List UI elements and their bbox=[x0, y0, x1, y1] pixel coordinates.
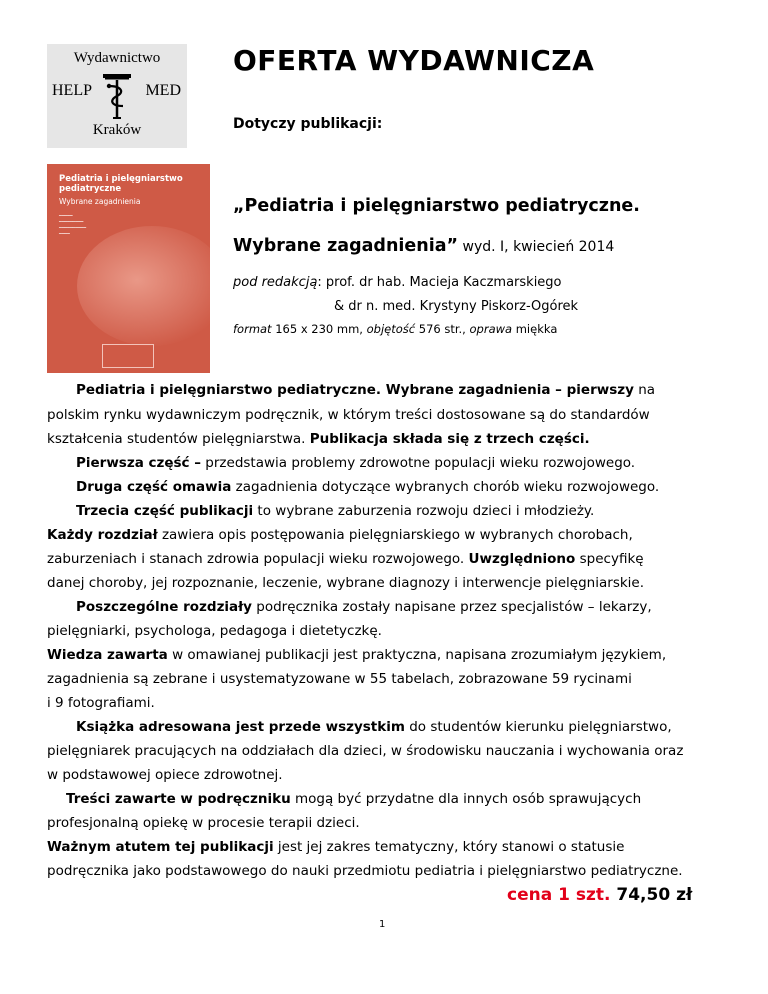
p4-text: w omawianej publikacji jest praktyczna, napisana zrozumiałym językiem, bbox=[167, 647, 667, 663]
logo-top-text: Wydawnictwo bbox=[73, 50, 161, 66]
paragraph-2-line-1 bbox=[47, 527, 633, 543]
p2-bold: Każdy rozdział bbox=[47, 527, 158, 543]
paragraph-5-line-3: w podstawowej opiece zdrowotnej. bbox=[47, 767, 283, 783]
p4-bold: Wiedza zawarta bbox=[47, 647, 168, 663]
part-2-line bbox=[76, 479, 659, 495]
part1-text: przedstawia problemy zdrowotne populacji wieku rozwojowego. bbox=[201, 455, 636, 471]
part1-bold: Pierwsza część – bbox=[76, 455, 202, 471]
cover-editors-text: ━━━━━ ━━━━━━━━━ ━━━━━━━━━━ ━━━━ bbox=[59, 214, 87, 237]
paragraph-3-line-1 bbox=[76, 599, 652, 615]
book-cover-image bbox=[47, 164, 210, 373]
cover-title-line2: pediatryczne bbox=[59, 184, 122, 194]
p7-text: jest jej zakres tematyczny, który stanowi o statusie bbox=[273, 839, 625, 855]
paragraph-4-line-3: i 9 fotografiami. bbox=[47, 695, 155, 711]
caduceus-icon bbox=[101, 72, 133, 122]
paragraph-4-line-1 bbox=[47, 647, 666, 663]
paragraph-2-line-2 bbox=[47, 551, 644, 567]
paragraph-7-line-1 bbox=[47, 839, 624, 855]
cover-title-line1: Pediatria i pielęgniarstwo bbox=[59, 174, 183, 184]
p3-bold: Poszczególne rozdziały bbox=[76, 599, 252, 615]
paragraph-2-line-3: danej choroby, jej rozpoznanie, leczenie, wybrane diagnozy i interwencje pielęgniarskie. bbox=[47, 575, 645, 591]
logo-right-text: MED bbox=[145, 82, 181, 99]
p1-l3-bold: Publikacja składa się z trzech części. bbox=[309, 431, 590, 447]
editors-value1: : prof. dr hab. Macieja Kaczmarskiego bbox=[317, 275, 562, 290]
p5-bold: Książka adresowana jest przede wszystkim bbox=[76, 719, 405, 735]
price-label: cena 1 szt. bbox=[507, 885, 611, 905]
paragraph-3-line-2: pielęgniarki, psychologa, pedagoga i dietetyczkę. bbox=[47, 623, 382, 639]
cover-title bbox=[59, 174, 183, 194]
cover-subtitle: Wybrane zagadnienia bbox=[59, 197, 141, 206]
p1-bold: Pediatria i pielęgniarstwo pediatryczne. Wybrane zagadnienia – pierwszy bbox=[76, 382, 634, 398]
p2-l2-text: zaburzeniach i stanach zdrowia populacji wieku rozwojowego. bbox=[47, 551, 469, 567]
book-title-line1: „Pediatria i pielęgniarstwo pediatryczne. bbox=[233, 196, 640, 216]
price bbox=[507, 885, 692, 905]
p2-l2-text2: specyfikę bbox=[575, 551, 644, 567]
book-title-line2 bbox=[233, 236, 614, 256]
paragraph-5-line-1 bbox=[76, 719, 672, 735]
volume-label: objętość bbox=[366, 322, 416, 336]
paragraph-4-line-2: zagadnienia są zebrane i usystematyzowane w 55 tabelach, zobrazowane 59 rycinami bbox=[47, 671, 632, 687]
paragraph-1-line-3 bbox=[47, 431, 590, 447]
part2-bold: Druga część omawia bbox=[76, 479, 232, 495]
format-label: format bbox=[233, 322, 272, 336]
p6-bold: Treści zawarte w podręczniku bbox=[66, 791, 291, 807]
p6-text: mogą być przydatne dla innych osób sprawujących bbox=[290, 791, 642, 807]
book-editors-line2: & dr n. med. Krystyny Piskorz-Ogórek bbox=[334, 299, 579, 314]
paragraph-1-line-2: polskim rynku wydawniczym podręcznik, w którym treści dostosowane są do standardów bbox=[47, 407, 650, 423]
p1-text: na bbox=[633, 382, 656, 398]
part3-bold: Trzecia część publikacji bbox=[76, 503, 254, 519]
paragraph-6-line-1 bbox=[66, 791, 641, 807]
p1-l3-text: kształcenia studentów pielęgniarstwa. bbox=[47, 431, 310, 447]
paragraph-6-line-2: profesjonalną opiekę w procesie terapii dzieci. bbox=[47, 815, 360, 831]
page-number: 1 bbox=[379, 919, 386, 930]
book-editors-line1 bbox=[233, 275, 562, 290]
cover-publisher-logo bbox=[102, 344, 154, 368]
logo-bottom-text: Kraków bbox=[92, 122, 142, 138]
editors-label: pod redakcją bbox=[233, 275, 318, 290]
logo-left-text: HELP bbox=[52, 82, 92, 99]
paragraph-1-line-1 bbox=[76, 382, 655, 398]
format-value: 165 x 230 mm, bbox=[271, 322, 367, 336]
p3-text: podręcznika zostały napisane przez specjalistów – lekarzy, bbox=[251, 599, 652, 615]
p2-text: zawiera opis postępowania pielęgniarskiego w wybranych chorobach, bbox=[157, 527, 633, 543]
binding-label: oprawa bbox=[469, 322, 513, 336]
volume-value: 576 str., bbox=[415, 322, 470, 336]
publisher-logo bbox=[47, 44, 187, 148]
cover-baby-photo bbox=[77, 226, 210, 346]
part3-text: to wybrane zaburzenia rozwoju dzieci i młodzieży. bbox=[253, 503, 595, 519]
page-title: OFERTA WYDAWNICZA bbox=[233, 44, 595, 77]
book-title-line2-text: Wybrane zagadnienia” bbox=[233, 236, 459, 256]
paragraph-5-line-2: pielęgniarek pracujących na oddziałach dla dzieci, w środowisku nauczania i wychowania oraz bbox=[47, 743, 684, 759]
book-edition: wyd. I, kwiecień 2014 bbox=[458, 239, 615, 255]
p2-l2-bold: Uwzględniono bbox=[468, 551, 576, 567]
binding-value: miękka bbox=[512, 322, 558, 336]
part-1-line bbox=[76, 455, 635, 471]
concerns-label: Dotyczy publikacji: bbox=[233, 116, 383, 132]
price-value: 74,50 zł bbox=[610, 885, 693, 905]
part2-text: zagadnienia dotyczące wybranych chorób wieku rozwojowego. bbox=[231, 479, 660, 495]
book-format bbox=[233, 322, 557, 336]
p7-bold: Ważnym atutem tej publikacji bbox=[47, 839, 274, 855]
part-3-line bbox=[76, 503, 594, 519]
p5-text: do studentów kierunku pielęgniarstwo, bbox=[404, 719, 672, 735]
paragraph-7-line-2: podręcznika jako podstawowego do nauki przedmiotu pediatria i pielęgniarstwo pediatryczne. bbox=[47, 863, 683, 879]
